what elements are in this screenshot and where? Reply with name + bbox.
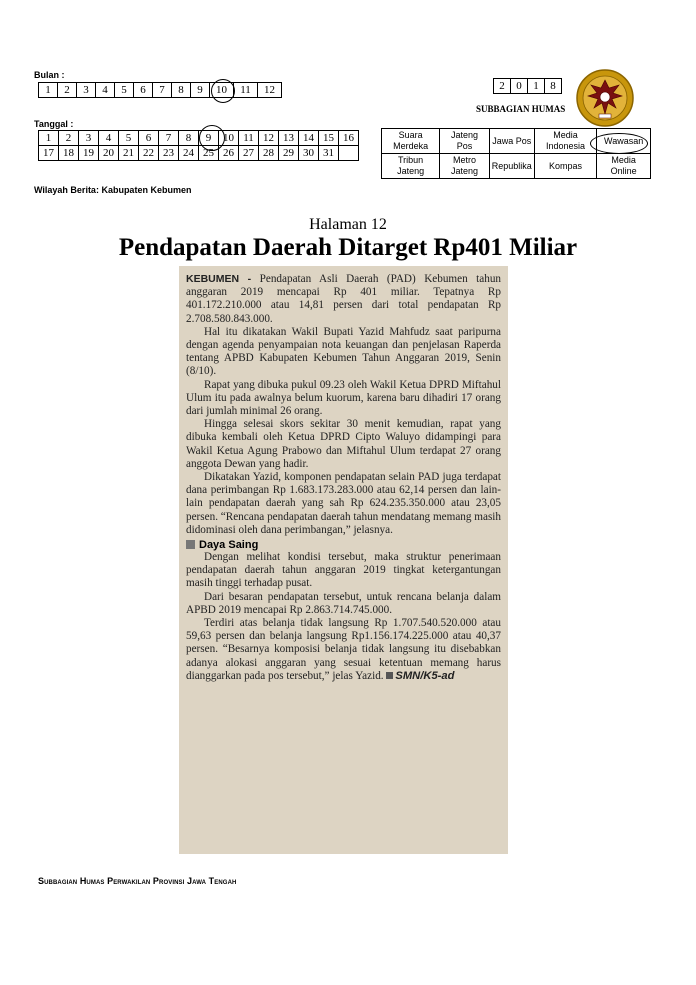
bullet-square-icon (186, 540, 195, 549)
date-cell: 19 (79, 146, 99, 161)
date-cell: 29 (279, 146, 299, 161)
date-cell: 15 (319, 131, 339, 146)
date-cell: 26 (219, 146, 239, 161)
subheading (186, 539, 501, 551)
month-cell: 10 (210, 83, 234, 98)
paragraph-3: Rapat yang dibuka pukul 09.23 oleh Wakil Ketua DPRD Miftahul Ulum itu pada awalnya belum kuorum, karena baru dihadiri 17 orang dari jumlah minimal 26 orang. (186, 378, 501, 418)
paragraph-2: Hal itu dikatakan Wakil Bupati Yazid Mahfudz saat paripurna dengan agenda penyampaian nota keuangan dan penjelasan Raperda tentang APBD Kabupaten Kebumen Tahun Anggaran 2019, Senin (8/10). (186, 325, 501, 378)
month-cell: 5 (115, 83, 134, 98)
bulan-label: Bulan : (34, 70, 65, 80)
date-cell: 24 (179, 146, 199, 161)
paragraph-8-text: Terdiri atas belanja tidak langsung Rp 1.707.540.520.000 atau 59,63 persen dan belanja langsung Rp1.156.174.225.000 atau 40,37 persen. “Besarnya komposisi belanja tidak langsung itu disebabkan adanya alokasi anggaran yang sesuai ketentuan memang harus dianggarkan pada pos tersebut,” jelas Yazid. (186, 617, 501, 682)
date-cell: 30 (299, 146, 319, 161)
date-cell (339, 146, 359, 161)
paragraph-4: Hingga selesai skors sekitar 30 menit kemudian, rapat yang dibuka kembali oleh Ketua DPRD Cipto Waluyo didampingi para Wakil Ketua Agung Prabowo dan Miftahul Ulum terdapat 27 orang anggota Dewan yang hadir. (186, 418, 501, 470)
date-cell: 28 (259, 146, 279, 161)
date-cell: 10 (219, 131, 239, 146)
year-digit-cell: 1 (528, 79, 545, 94)
date-cell: 21 (119, 146, 139, 161)
date-cell: 31 (319, 146, 339, 161)
date-cell: 7 (159, 131, 179, 146)
subheading-text: Daya Saing (199, 539, 259, 552)
date-cell: 12 (259, 131, 279, 146)
media-cell: Wawasan (597, 129, 651, 154)
headline: Pendapatan Daerah Ditarget Rp401 Miliar (118, 234, 578, 261)
date-cell: 4 (99, 131, 119, 146)
wilayah-berita: Wilayah Berita: Kabupaten Kebumen (34, 185, 192, 195)
date-cell: 6 (139, 131, 159, 146)
paragraph-7: Dari besaran pendapatan tersebut, untuk rencana belanja dalam APBD 2019 mencapai Rp 2.863.714.745.000. (186, 590, 501, 616)
date-cell: 14 (299, 131, 319, 146)
media-cell: Metro Jateng (440, 154, 490, 179)
year-box (493, 78, 562, 94)
newspaper-clipping (179, 266, 508, 854)
signature-text: SMN/K5-ad (395, 669, 455, 682)
date-cell: 11 (239, 131, 259, 146)
date-selected-circle (199, 125, 225, 151)
date-cell: 8 (179, 131, 199, 146)
media-selected-circle (590, 133, 648, 154)
month-selected-circle (211, 79, 235, 103)
date-cell: 25 (199, 146, 219, 161)
media-cell: Jawa Pos (489, 129, 534, 154)
media-cell: Tribun Jateng (382, 154, 440, 179)
garuda-emblem-icon (575, 68, 635, 128)
date-cell: 1 (39, 131, 59, 146)
month-cell: 1 (39, 83, 58, 98)
month-cell: 2 (58, 83, 77, 98)
month-cell: 4 (96, 83, 115, 98)
year-digit-cell: 0 (511, 79, 528, 94)
month-cell: 3 (77, 83, 96, 98)
date-cell: 9 (199, 131, 219, 146)
date-cell: 13 (279, 131, 299, 146)
page-number: Halaman 12 (309, 216, 387, 233)
month-grid (38, 82, 282, 98)
month-cell: 9 (191, 83, 210, 98)
paragraph-1 (186, 273, 501, 326)
footer: Subbagian Humas Perwakilan Provinsi Jawa Tengah (38, 876, 237, 886)
paragraph-8 (186, 617, 501, 683)
date-cell: 3 (79, 131, 99, 146)
month-cell: 11 (234, 83, 258, 98)
media-cell: Republika (489, 154, 534, 179)
date-cell: 17 (39, 146, 59, 161)
signature (386, 670, 454, 682)
date-cell: 18 (59, 146, 79, 161)
date-cell: 20 (99, 146, 119, 161)
media-cell: Media Indonesia (534, 129, 597, 154)
month-cell: 7 (153, 83, 172, 98)
media-cell: Kompas (534, 154, 597, 179)
tanggal-label: Tanggal : (34, 119, 74, 129)
date-cell: 27 (239, 146, 259, 161)
date-cell: 2 (59, 131, 79, 146)
year-digit-cell: 8 (545, 79, 562, 94)
subbagian-title: SUBBAGIAN HUMAS (476, 104, 566, 114)
media-cell: Jateng Pos (440, 129, 490, 154)
month-cell: 12 (258, 83, 282, 98)
media-cell: Suara Merdeka (382, 129, 440, 154)
paragraph-5: Dikatakan Yazid, komponen pendapatan selain PAD juga terdapat dana perimbangan Rp 1.683.173.283.000 atau 62,14 persen dan lain-lain pendapatan daerah yang sah Rp 624.235.350.000 atau 23,05 persen. “Rencana pendapatan daerah tahun mendatang memang masih didominasi oleh dana perimbangan,” jelasnya. (186, 471, 501, 536)
paragraph-1-text: Pendapatan Asli Daerah (PAD) Kebumen tahun anggaran 2019 mencapai Rp 401 miliar. Tepatnya Rp 401.172.210.000 atau 14,81 persen dari total pendapatan Rp 2.708.580.843.000. (186, 273, 502, 325)
month-cell: 6 (134, 83, 153, 98)
date-cell: 16 (339, 131, 359, 146)
date-cell: 5 (119, 131, 139, 146)
date-cell: 22 (139, 146, 159, 161)
end-square-icon (386, 672, 393, 679)
date-cell: 23 (159, 146, 179, 161)
month-cell: 8 (172, 83, 191, 98)
media-cell: Media Online (597, 154, 651, 179)
paragraph-6: Dengan melihat kondisi tersebut, maka struktur penerimaan pendapatan daerah tahun anggaran 2019 tingkat ketergantungan masih tinggi terhadap pusat. (186, 551, 501, 590)
dateline: KEBUMEN - (186, 273, 252, 285)
year-digit-cell: 2 (494, 79, 511, 94)
